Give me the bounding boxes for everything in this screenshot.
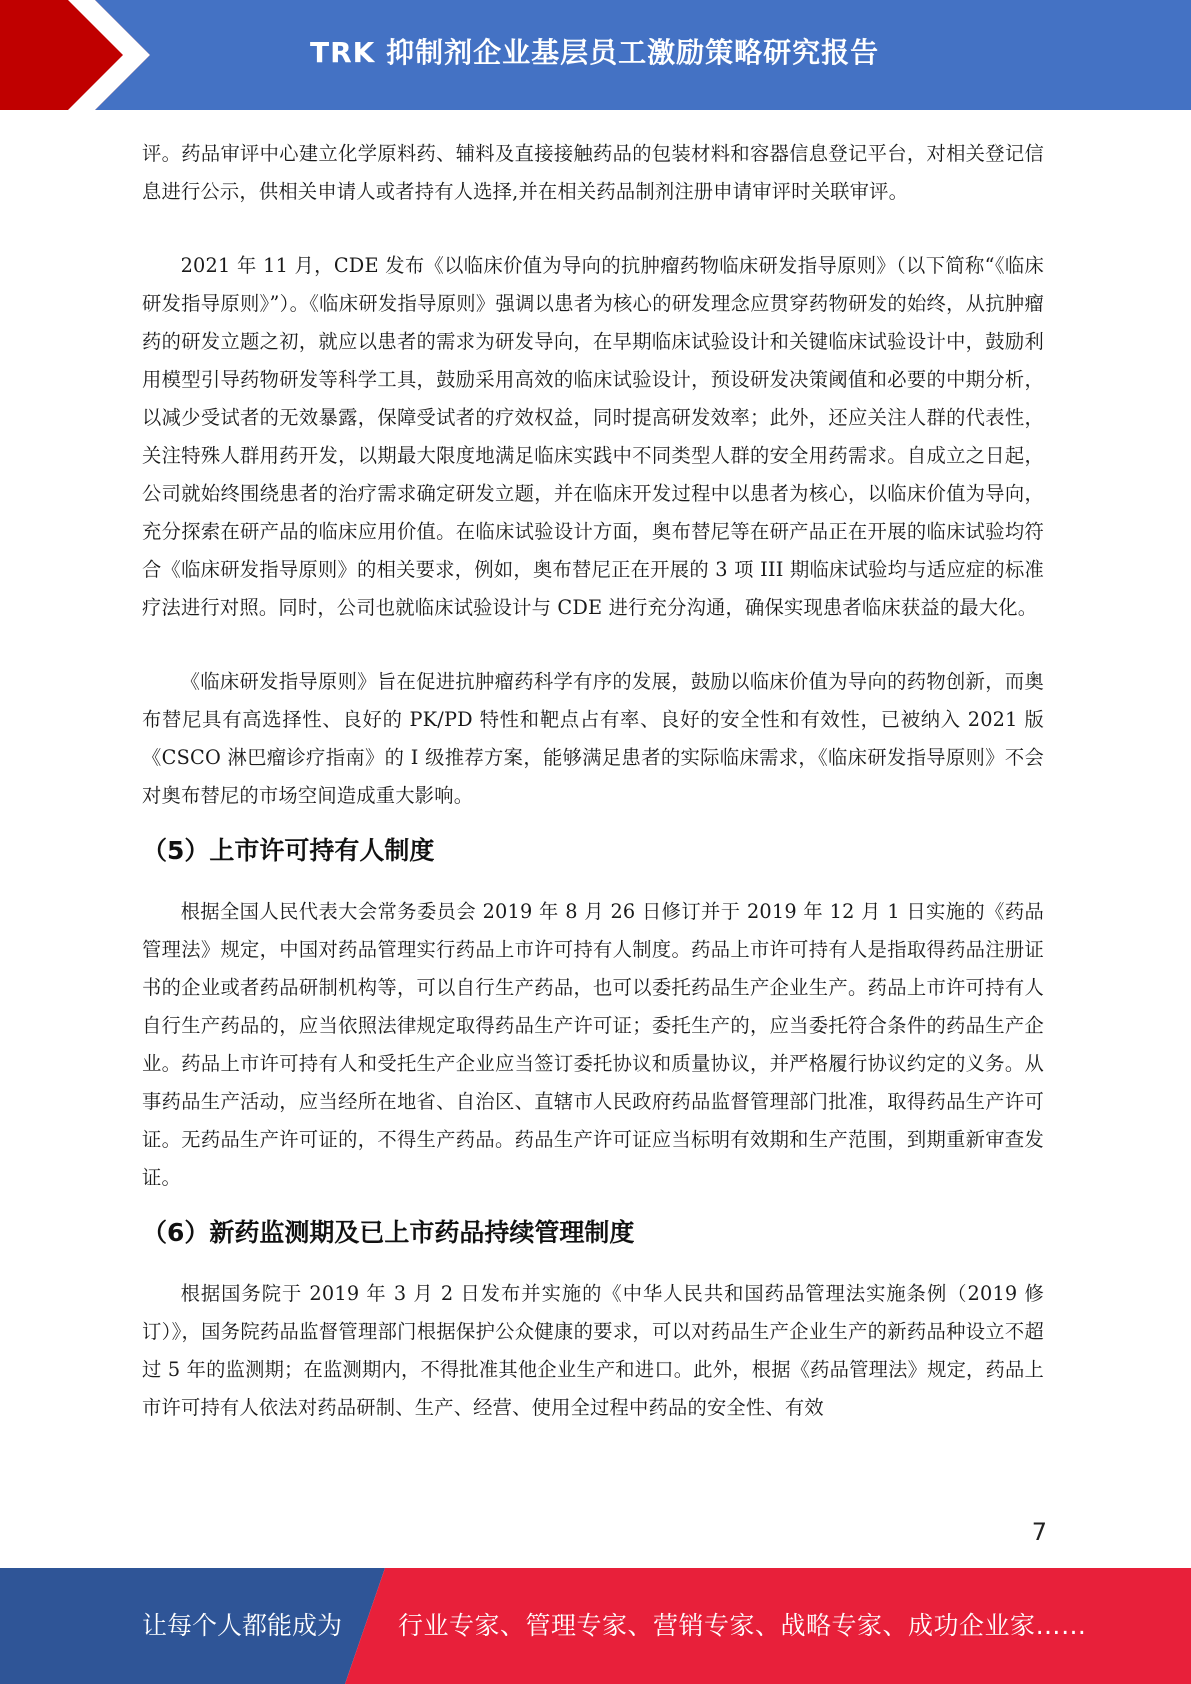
page-footer	[0, 1568, 1191, 1684]
paragraph-guideline-impact: 《临床研发指导原则》旨在促进抗肿瘤药科学有序的发展，鼓励以临床价值为导向的药物创新，而奥布替尼具有高选择性、良好的 PK/PD 特性和靶点占有率、良好的安全性和有效性，已被纳入 2021 版《CSCO 淋巴瘤诊疗指南》的 I 级推荐方案，能够满足患者的实际临床需求，《临床研发指导原则》不会对奥布替尼的市场空间造成重大影响。	[142, 670, 1044, 807]
page-number: 7	[1031, 1518, 1047, 1546]
document-body	[142, 135, 1044, 1427]
document-title: TRK 抑制剂企业基层员工激励策略研究报告	[310, 36, 880, 69]
footer-slogan-left: 让每个人都能成为	[142, 1611, 343, 1640]
paragraph-cde-guideline: 2021 年 11 月，CDE 发布《以临床价值为导向的抗肿瘤药物临床研发指导原则》（以下简称“《临床研发指导原则》”）。《临床研发指导原则》强调以患者为核心的研发理念应贯穿药物研发的始终，从抗肿瘤药的研发立题之初，就应以患者的需求为研发导向，在早期临床试验设计和关键临床试验设计中，鼓励利用模型引导药物研发等科学工具，鼓励采用高效的临床试验设计，预设研发决策阈值和必要的中期分析，以减少受试者的无效暴露，保障受试者的疗效权益，同时提高研发效率；此外，还应关注人群的代表性，关注特殊人群用药开发，以期最大限度地满足临床实践中不同类型人群的安全用药需求。自成立之日起，公司就始终围绕患者的治疗需求确定研发立题，并在临床开发过程中以患者为核心，以临床价值为导向，充分探索在研产品的临床应用价值。在临床试验设计方面，奥布替尼等在研产品正在开展的临床试验均符合《临床研发指导原则》的相关要求，例如，奥布替尼正在开展的 3 项 III 期临床试验均与适应症的标准疗法进行对照。同时，公司也就临床试验设计与 CDE 进行充分沟通，确保实现患者临床获益的最大化。	[142, 254, 1044, 619]
section-heading-6: （6）新药监测期及已上市药品持续管理制度	[142, 1218, 635, 1247]
paragraph-monitoring-period: 根据国务院于 2019 年 3 月 2 日发布并实施的《中华人民共和国药品管理法实施条例（2019 修订）》，国务院药品监督管理部门根据保护公众健康的要求，可以对药品生产企业生产的新药品种设立不超过 5 年的监测期；在监测期内，不得批准其他企业生产和进口。此外，根据《药品管理法》规定，药品上市许可持有人依法对药品研制、生产、经营、使用全过程中药品的安全性、有效	[142, 1282, 1044, 1419]
paragraph-continuation: 评。药品审评中心建立化学原料药、辅料及直接接触药品的包装材料和容器信息登记平台，对相关登记信息进行公示，供相关申请人或者持有人选择,并在相关药品制剂注册申请审评时关联审评。	[142, 142, 1044, 203]
footer-slogan-right: 行业专家、管理专家、营销专家、战略专家、成功企业家……	[398, 1611, 1087, 1640]
paragraph-mah-system: 根据全国人民代表大会常务委员会 2019 年 8 月 26 日修订并于 2019 年 12 月 1 日实施的《药品管理法》规定，中国对药品管理实行药品上市许可持有人制度。药品上市许可持有人是指取得药品注册证书的企业或者药品研制机构等，可以自行生产药品，也可以委托药品生产企业生产。药品上市许可持有人自行生产药品的，应当依照法律规定取得药品生产许可证；委托生产的，应当委托符合条件的药品生产企业。药品上市许可持有人和受托生产企业应当签订委托协议和质量协议，并严格履行协议约定的义务。从事药品生产活动，应当经所在地省、自治区、直辖市人民政府药品监督管理部门批准，取得药品生产许可证。无药品生产许可证的，不得生产药品。药品生产许可证应当标明有效期和生产范围，到期重新审查发证。	[142, 900, 1044, 1189]
section-heading-5: （5）上市许可持有人制度	[142, 836, 435, 865]
page-header	[0, 0, 1191, 110]
